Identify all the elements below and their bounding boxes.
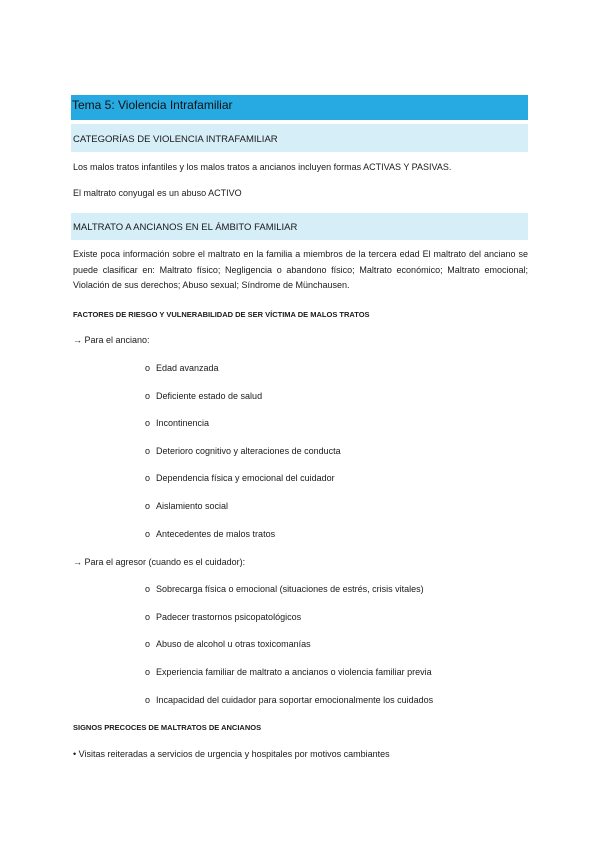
list-item-text: Padecer trastornos psicopatológicos [156, 612, 302, 622]
list-item-text: Antecedentes de malos tratos [156, 529, 276, 539]
subheading-early-signs: SIGNOS PRECOCES DE MALTRATOS DE ANCIANOS [73, 723, 262, 732]
section-heading-elder-abuse: MALTRATO A ANCIANOS EN EL ÁMBITO FAMILIAR [71, 213, 528, 240]
list-item-text: Deterioro cognitivo y alteraciones de conducta [156, 446, 341, 456]
bullet-mark: o [145, 391, 151, 401]
bullet-mark: o [145, 529, 151, 539]
list-item [145, 417, 209, 430]
list-item-text: Incapacidad del cuidador para soportar emocionalmente los cuidados [156, 695, 434, 705]
list-item-text: Experiencia familiar de maltrato a ancianos o violencia familiar previa [156, 667, 432, 677]
list-item [145, 694, 433, 707]
list-item-text: Aislamiento social [156, 501, 229, 511]
bullet-mark: o [145, 612, 151, 622]
section-heading-categories: CATEGORÍAS DE VIOLENCIA INTRAFAMILIAR [71, 124, 528, 152]
bullet-mark: o [145, 473, 151, 483]
bullet-mark: o [145, 418, 151, 428]
topic-title: Tema 5: Violencia Intrafamiliar [71, 95, 528, 120]
bullet-mark: o [145, 446, 151, 456]
list-item-early-sign: • Visitas reiteradas a servicios de urgencia y hospitales por motivos cambiantes [73, 749, 390, 759]
list-item [145, 500, 228, 513]
list-item [145, 583, 424, 596]
list-item-text: Sobrecarga física o emocional (situaciones de estrés, crisis vitales) [156, 584, 424, 594]
label-for-elder: → Para el anciano: [73, 335, 150, 345]
list-item [145, 611, 301, 624]
list-item [145, 445, 341, 458]
list-item-text: Dependencia física y emocional del cuidador [156, 473, 335, 483]
list-item-text: Deficiente estado de salud [156, 391, 263, 401]
list-item [145, 666, 432, 679]
list-item-text: Incontinencia [156, 418, 210, 428]
label-for-aggressor: → Para el agresor (cuando es el cuidador): [73, 557, 246, 567]
list-item-text: Edad avanzada [156, 363, 219, 373]
bullet-mark: o [145, 584, 151, 594]
paragraph-elder-abuse-intro: Existe poca información sobre el maltrato en la familia a miembros de la tercera edad El maltrato del anciano se puede clasificar en: Maltrato físico; Negligencia o abandono físico; Maltrato económico; Maltrato emocional; Violación de sus derechos; Abuso sexual; Síndrome de Münchausen. [73, 249, 528, 290]
bullet-mark: o [145, 695, 151, 705]
bullet-mark: o [145, 667, 151, 677]
paragraph-conjugal-abuse: El maltrato conyugal es un abuso ACTIVO [73, 188, 242, 198]
subheading-risk-factors: FACTORES DE RIESGO Y VULNERABILIDAD DE SER VÍCTIMA DE MALOS TRATOS [73, 310, 370, 319]
list-item [145, 638, 311, 651]
list-item-text: Abuso de alcohol u otras toxicomanías [156, 639, 311, 649]
list-item [145, 362, 219, 375]
paragraph-active-passive: Los malos tratos infantiles y los malos tratos a ancianos incluyen formas ACTIVAS Y PASIVAS. [73, 162, 452, 172]
list-item [145, 528, 275, 541]
bullet-mark: o [145, 363, 151, 373]
list-item [145, 472, 335, 485]
bullet-mark: o [145, 501, 151, 511]
bullet-mark: o [145, 639, 151, 649]
list-item [145, 390, 262, 403]
